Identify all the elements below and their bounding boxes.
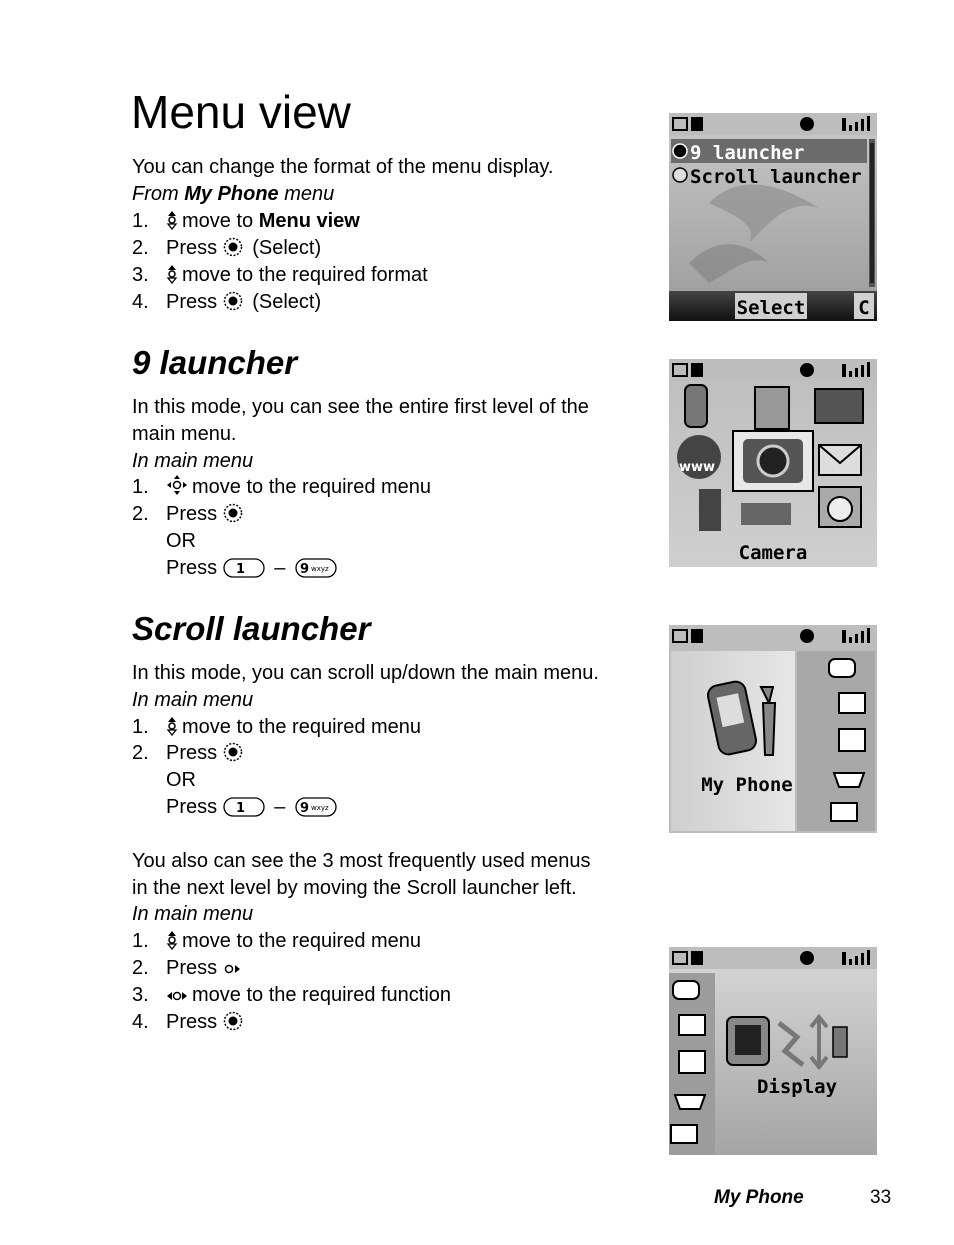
list-item: move to the required menu: [166, 714, 421, 741]
step-number: 4.: [132, 291, 149, 313]
screen-item-9-launcher: 9 launcher: [690, 142, 805, 164]
nine-launcher-desc-line2: main menu.: [132, 423, 237, 445]
key-1-icon: [223, 558, 265, 578]
nav-updown-icon: [166, 264, 178, 284]
or-label: OR: [166, 530, 196, 552]
svg-text:wxyz: wxyz: [310, 565, 329, 573]
step-number: 2.: [132, 503, 149, 525]
screen-www-label: www: [678, 460, 716, 475]
screen-item-scroll-launcher: Scroll launcher: [690, 166, 862, 188]
list-item: move to the required format: [166, 262, 428, 289]
softkey-select: Select: [736, 297, 806, 319]
list-item: Press 1 – 9 wxyz: [166, 555, 337, 582]
scroll-launcher-also-line2: in the next level by moving the Scroll launcher left.: [132, 877, 577, 899]
list-item: Press (Select): [166, 237, 322, 259]
svg-text:1: 1: [235, 562, 245, 577]
step-number: 1.: [132, 476, 149, 498]
svg-text:1: 1: [235, 801, 245, 816]
scroll-launcher-also-line1: You also can see the 3 most frequently used menus: [132, 850, 591, 872]
phone-screen-display: [669, 947, 877, 1155]
step-number: 3.: [132, 264, 149, 286]
nav-leftright-icon: [166, 988, 188, 1004]
footer-section-title: My Phone: [714, 1187, 804, 1208]
screen-my-phone-label: My Phone: [701, 774, 793, 796]
step-number: 2.: [132, 237, 149, 259]
screen-display-label: Display: [756, 1076, 838, 1098]
list-item: Press (Select): [166, 291, 322, 313]
center-select-icon: [223, 1011, 243, 1031]
nav-updown-icon: [166, 210, 178, 230]
phone-screen-9-launcher: [669, 359, 877, 567]
key-9-icon: [295, 797, 337, 817]
list-item: Press: [166, 1009, 247, 1036]
menu-view-context: From My Phone menu: [132, 183, 335, 205]
nine-launcher-desc-line1: In this mode, you can see the entire first level of the: [132, 396, 589, 418]
center-select-icon: [223, 237, 243, 257]
nav-right-icon: [223, 961, 241, 977]
step-number: 3.: [132, 984, 149, 1006]
key-1-icon: [223, 797, 265, 817]
page-title: Menu view: [131, 86, 351, 138]
nav-4way-icon: [166, 474, 188, 496]
step-number: 1.: [132, 930, 149, 952]
list-item: move to Menu view: [166, 208, 360, 235]
list-item: move to the required menu: [166, 928, 421, 955]
list-item: move to the required menu: [166, 474, 431, 501]
step-number: 1.: [132, 210, 149, 232]
nine-launcher-context: In main menu: [132, 450, 254, 472]
menu-view-intro: You can change the format of the menu display.: [132, 156, 554, 178]
step-number: 4.: [132, 1011, 149, 1033]
phone-screen-scroll-launcher: [669, 625, 877, 833]
list-item: Press: [166, 501, 247, 528]
scroll-launcher-desc: In this mode, you can scroll up/down the main menu.: [132, 662, 599, 684]
list-item: Press: [166, 955, 245, 982]
nav-updown-icon: [166, 716, 178, 736]
svg-text:9: 9: [299, 801, 309, 816]
list-item: Press: [166, 740, 247, 767]
scroll-launcher-context2: In main menu: [132, 903, 254, 925]
softkey-clear: C: [858, 297, 870, 319]
center-select-icon: [223, 742, 243, 762]
step-number: 2.: [132, 957, 149, 979]
page-number: 33: [870, 1187, 892, 1208]
scroll-launcher-context: In main menu: [132, 689, 254, 711]
list-item: move to the required function: [166, 982, 451, 1009]
nav-updown-icon: [166, 930, 178, 950]
section-heading-scroll-launcher: Scroll launcher: [132, 610, 371, 647]
svg-text:9: 9: [299, 562, 309, 577]
list-item: Press 1 – 9 wxyz: [166, 794, 337, 821]
screen-camera-label: Camera: [738, 542, 808, 564]
center-select-icon: [223, 291, 243, 311]
section-heading-9-launcher: 9 launcher: [132, 344, 298, 381]
center-select-icon: [223, 503, 243, 523]
phone-screen-menu-view: [669, 113, 877, 321]
svg-text:wxyz: wxyz: [310, 804, 329, 812]
step-number: 1.: [132, 716, 149, 738]
or-label: OR: [166, 769, 196, 791]
key-9-icon: [295, 558, 337, 578]
step-number: 2.: [132, 742, 149, 764]
